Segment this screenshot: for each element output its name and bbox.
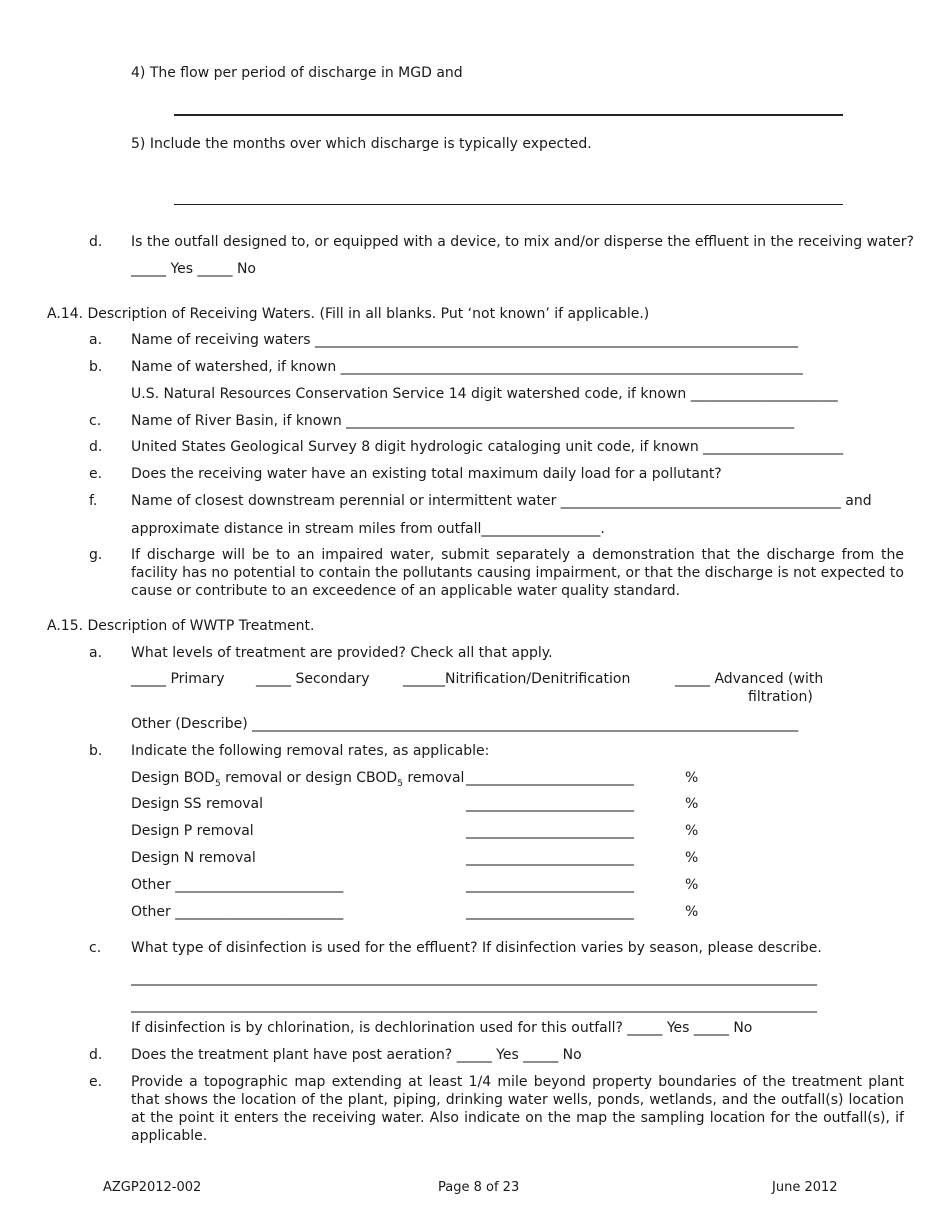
p-removal-blank[interactable]: ________________________ xyxy=(466,823,634,839)
a14-hydrologic-unit[interactable]: United States Geological Survey 8 digit hydrologic cataloging unit code, if known ____________________ xyxy=(131,439,844,455)
option-advanced[interactable]: _____ Advanced (with xyxy=(675,671,824,687)
item-5-text: 5) Include the months over which discharge is typically expected. xyxy=(131,136,592,152)
topographic-map-text: Provide a topographic map extending at least 1/4 mile beyond property boundaries of the treatment plant that shows the location of the plant, piping, drinking water wells, ponds, wetlands, and the outfall(s) location at the point it enters the receiving water. Also indicate on the map the sampling location for the outfall(s), if applicable. xyxy=(131,1074,904,1144)
n-removal-blank[interactable]: ________________________ xyxy=(466,850,634,866)
item-d-options[interactable]: _____ Yes _____ No xyxy=(131,261,256,277)
a14-heading: A.14. Description of Receiving Waters. (Fill in all blanks. Put ‘not known’ if applicable.) xyxy=(47,306,650,322)
a14-watershed[interactable]: Name of watershed, if known __________________________________________________________________ xyxy=(131,359,803,375)
a14-item-label: b. xyxy=(89,359,103,375)
n-removal-label: Design N removal xyxy=(131,850,256,866)
a14-item-label: a. xyxy=(89,332,103,348)
option-nitrification[interactable]: ______Nitrification/Denitrification xyxy=(403,671,631,687)
option-secondary[interactable]: _____ Secondary xyxy=(256,671,370,687)
percent-sign: % xyxy=(685,823,699,839)
bod-removal-blank[interactable]: ________________________ xyxy=(466,770,634,786)
other-removal-blank[interactable]: ________________________ xyxy=(466,904,634,920)
disinfection-line-1[interactable]: __________________________________________________________________________________________________ xyxy=(131,970,817,986)
a14-item-label: d. xyxy=(89,439,103,455)
item-4-text: 4) The flow per period of discharge in MGD and xyxy=(131,65,463,81)
a15-e-label: e. xyxy=(89,1074,103,1090)
a15-b-label: b. xyxy=(89,743,103,759)
percent-sign: % xyxy=(685,904,699,920)
a15-a-label: a. xyxy=(89,645,103,661)
a14-receiving-waters[interactable]: Name of receiving waters _____________________________________________________________________ xyxy=(131,332,798,348)
a14-river-basin[interactable]: Name of River Basin, if known ________________________________________________________________ xyxy=(131,413,795,429)
a15-heading: A.15. Description of WWTP Treatment. xyxy=(47,618,315,634)
item-d-label: d. xyxy=(89,234,103,250)
a14-item-label: e. xyxy=(89,466,103,482)
a15-d-label: d. xyxy=(89,1047,103,1063)
option-advanced-line2: filtration) xyxy=(748,689,813,705)
other-describe[interactable]: Other (Describe) ______________________________________________________________________________ xyxy=(131,716,799,732)
other-removal-label[interactable]: Other ________________________ xyxy=(131,904,344,920)
other-removal-label[interactable]: Other ________________________ xyxy=(131,877,344,893)
percent-sign: % xyxy=(685,850,699,866)
bod-removal-label: Design $BOD_5$ removal or design $CBOD_5$ removal xyxy=(131,770,465,789)
percent-sign: % xyxy=(685,770,699,786)
a15-b-question: Indicate the following removal rates, as applicable: xyxy=(131,743,490,759)
a14-item-label: f. xyxy=(89,493,98,509)
disinfection-line-2[interactable]: __________________________________________________________________________________________________ xyxy=(131,997,817,1013)
ss-removal-blank[interactable]: ________________________ xyxy=(466,796,634,812)
a14-tmdl-question: Does the receiving water have an existing total maximum daily load for a pollutant? xyxy=(131,466,722,482)
p-removal-label: Design P removal xyxy=(131,823,254,839)
a14-item-label: g. xyxy=(89,547,103,563)
other-removal-blank[interactable]: ________________________ xyxy=(466,877,634,893)
item-d-question: Is the outfall designed to, or equipped with a device, to mix and/or disperse the effluent in the receiving water? xyxy=(131,234,914,250)
dechlorination-question[interactable]: If disinfection is by chlorination, is dechlorination used for this outfall? _____ Yes _____ No xyxy=(131,1020,753,1036)
option-primary[interactable]: _____ Primary xyxy=(131,671,225,687)
a15-a-question: What levels of treatment are provided? Check all that apply. xyxy=(131,645,553,661)
a15-c-question: What type of disinfection is used for the effluent? If disinfection varies by season, please describe. xyxy=(131,940,822,956)
item-5-answer-line[interactable] xyxy=(174,204,843,205)
a15-c-label: c. xyxy=(89,940,102,956)
a14-item-label: c. xyxy=(89,413,102,429)
a14-watershed-code[interactable]: U.S. Natural Resources Conservation Service 14 digit watershed code, if known _____________________ xyxy=(131,386,838,402)
ss-removal-label: Design SS removal xyxy=(131,796,264,812)
a14-distance[interactable]: approximate distance in stream miles from outfall_________________. xyxy=(131,521,605,537)
footer-page-number: Page 8 of 23 xyxy=(438,1180,520,1195)
footer-date: June 2012 xyxy=(772,1180,838,1195)
footer-doc-id: AZGP2012-002 xyxy=(103,1180,202,1195)
item-4-answer-line[interactable] xyxy=(174,114,843,116)
percent-sign: % xyxy=(685,877,699,893)
a14-impaired-water-text: If discharge will be to an impaired water, submit separately a demonstration that the discharge from the facility has no potential to contain the pollutants causing impairment, or that the discharge is not expected to cause or contribute to an exceedence of an applicable water quality standard. xyxy=(131,547,904,599)
a14-downstream-water[interactable]: Name of closest downstream perennial or intermittent water ________________________________________ and xyxy=(131,493,872,509)
percent-sign: % xyxy=(685,796,699,812)
post-aeration-question[interactable]: Does the treatment plant have post aeration? _____ Yes _____ No xyxy=(131,1047,582,1063)
